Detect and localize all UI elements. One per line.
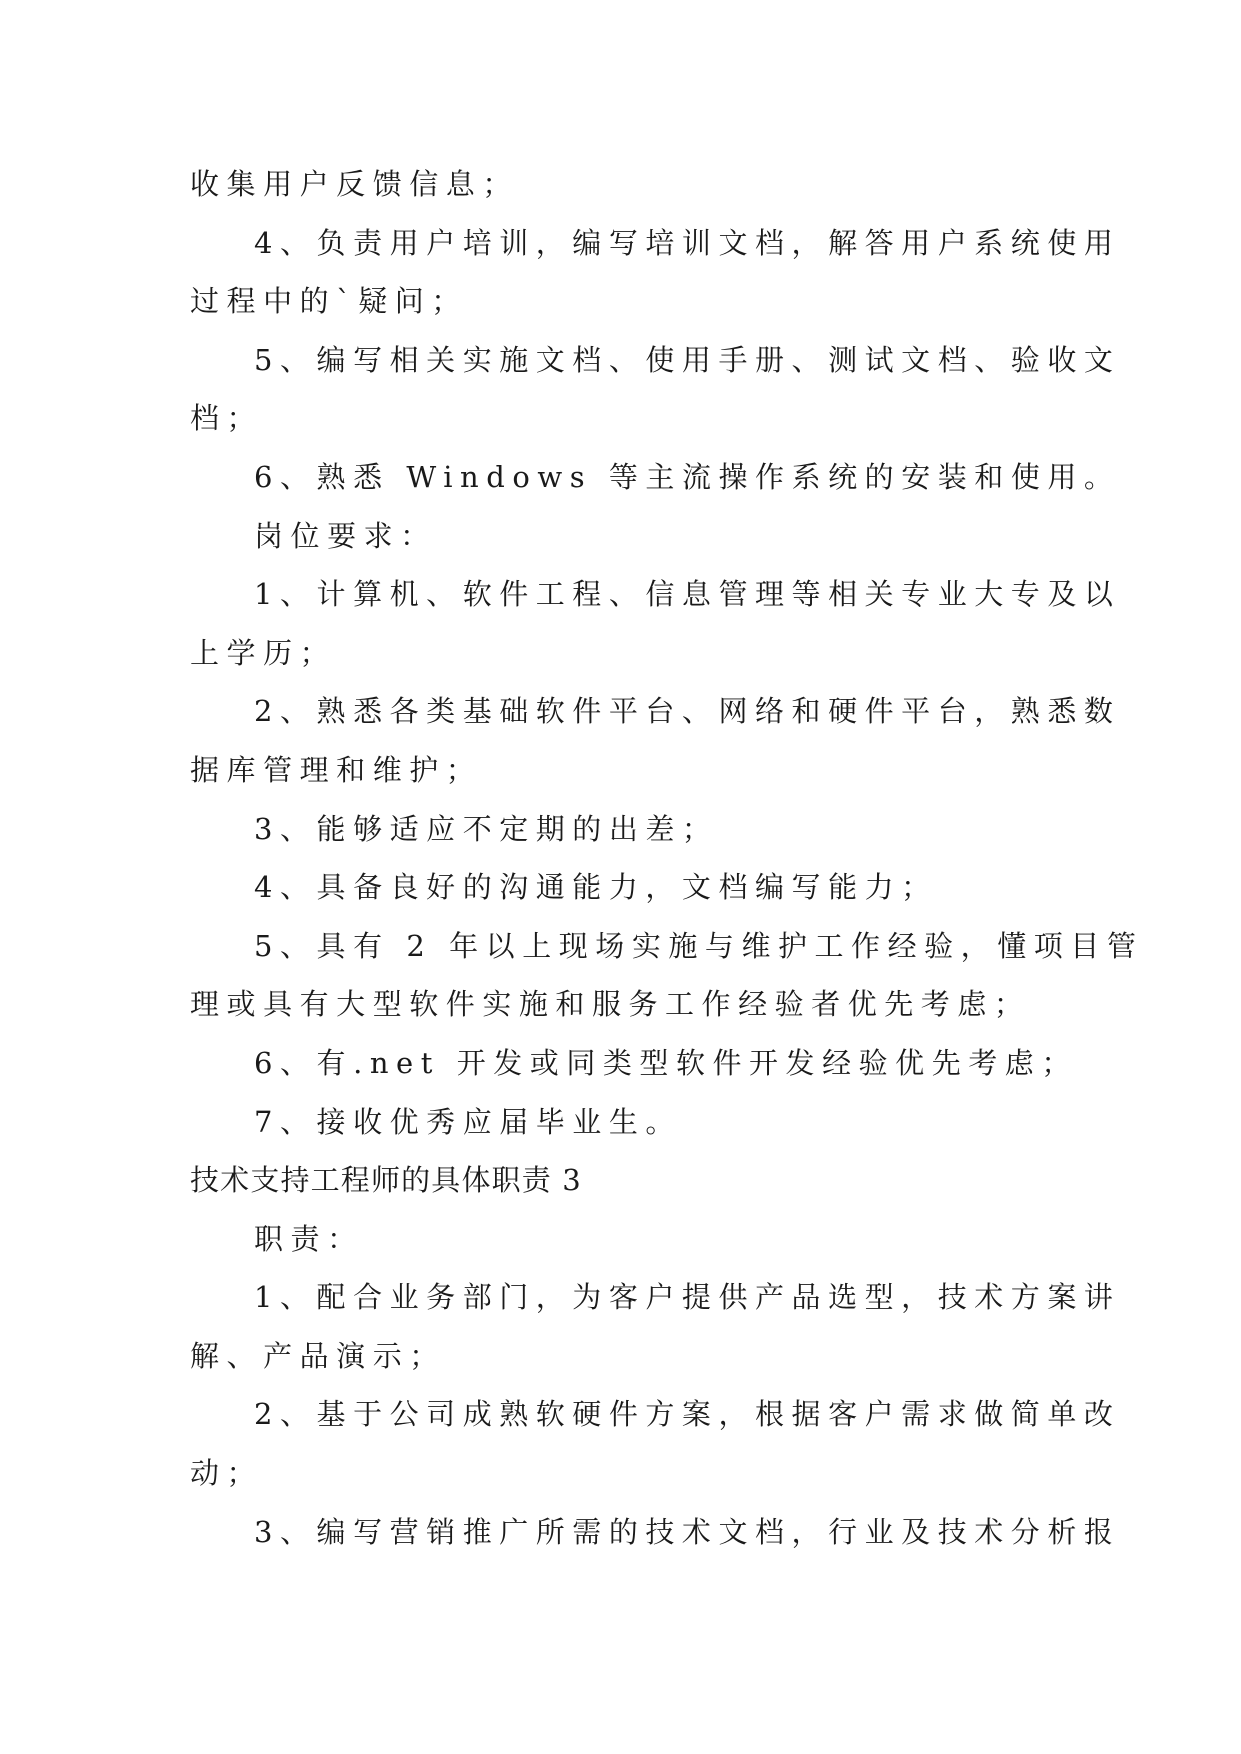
paragraph-line: 收集用户反馈信息；: [190, 167, 519, 201]
paragraph-line: 1、计算机、软件工程、信息管理等相关专业大专及以: [254, 577, 1121, 612]
paragraph-line: 5、编写相关实施文档、使用手册、测试文档、验收文: [254, 342, 1121, 377]
paragraph-line: 6、有.net 开发或同类型软件开发经验优先考虑；: [254, 1045, 1078, 1080]
paragraph-line: 4、具备良好的沟通能力，文档编写能力；: [254, 870, 938, 905]
paragraph-line: 解、产品演示；: [190, 1338, 446, 1373]
paragraph-line: 动；: [190, 1456, 264, 1491]
paragraph-line: 7、接收优秀应届毕业生。: [254, 1104, 682, 1139]
paragraph-line: 2、熟悉各类基础软件平台、网络和硬件平台，熟悉数: [254, 694, 1121, 729]
paragraph-line: 3、编写营销推广所需的技术文档，行业及技术分析报: [254, 1514, 1121, 1549]
paragraph-line: 上学历；: [190, 635, 337, 670]
section-label: 岗位要求：: [254, 518, 437, 553]
paragraph-line: 档；: [190, 401, 264, 436]
paragraph-line: 2、基于公司成熟软硬件方案，根据客户需求做简单改: [254, 1397, 1121, 1432]
paragraph-line: 据库管理和维护；: [190, 752, 483, 787]
document-body: [190, 155, 1144, 1561]
paragraph-line: 1、配合业务部门，为客户提供产品选型，技术方案讲: [254, 1280, 1121, 1315]
paragraph-line: 3、能够适应不定期的出差；: [254, 811, 719, 846]
paragraph-line: 理或具有大型软件实施和服务工作经验者优先考虑；: [190, 987, 1031, 1022]
section-label: 职责：: [254, 1221, 364, 1256]
paragraph-line: 过程中的`疑问；: [190, 284, 468, 319]
paragraph-line: 5、具有 2 年以上现场实施与维护工作经验，懂项目管: [254, 928, 1144, 963]
paragraph-line: 4、负责用户培训，编写培训文档，解答用户系统使用: [254, 225, 1121, 260]
section-heading: 技术支持工程师的具体职责 3: [190, 1163, 582, 1198]
paragraph-line: 6、熟悉 Windows 等主流操作系统的安装和使用。: [254, 459, 1121, 494]
